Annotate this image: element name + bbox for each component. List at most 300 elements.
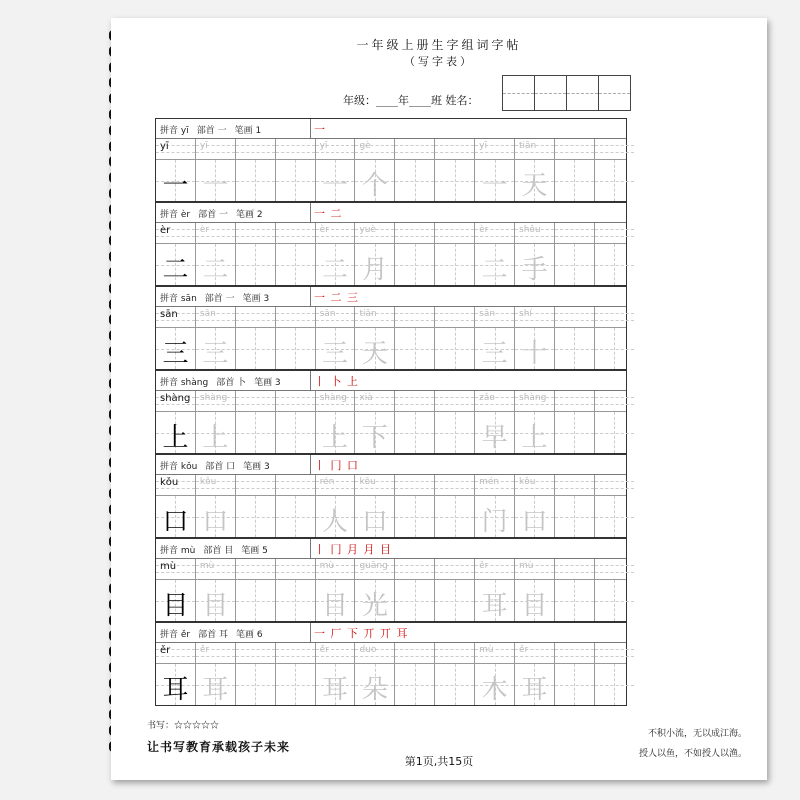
tian-grid-cell[interactable] <box>475 496 515 537</box>
hanzi-row <box>156 664 626 706</box>
tian-grid-cell[interactable] <box>316 580 356 621</box>
tian-grid-cell[interactable] <box>475 160 515 201</box>
pinyin-cell[interactable] <box>276 475 316 495</box>
stroke-order: 一 <box>314 123 326 136</box>
pinyin-cell[interactable] <box>595 223 634 243</box>
pinyin-text: sān <box>479 309 496 319</box>
char-header-row <box>156 370 626 391</box>
pinyin-cell[interactable] <box>156 391 196 411</box>
tian-grid-cell[interactable] <box>276 328 316 369</box>
pinyin-text: mù <box>479 645 494 655</box>
tian-grid-cell[interactable] <box>515 160 555 201</box>
pinyin-text: kǒu <box>519 477 536 487</box>
pinyin-text: shàng <box>519 393 547 403</box>
tian-grid-cell[interactable] <box>236 580 276 621</box>
hanzi-text: 目 <box>322 591 349 621</box>
tian-grid-cell[interactable] <box>595 496 634 537</box>
pinyin-cell[interactable] <box>316 643 356 663</box>
tian-grid-cell[interactable] <box>435 496 475 537</box>
tian-grid-cell[interactable] <box>435 328 475 369</box>
tian-grid-cell[interactable] <box>555 160 595 201</box>
hanzi-text: 天 <box>361 339 388 369</box>
pinyin-text: shàng <box>199 393 228 403</box>
hanzi-text: 耳 <box>322 675 349 705</box>
tian-grid-cell[interactable] <box>355 244 395 285</box>
stroke-count-label: 笔画 3 <box>242 294 270 304</box>
stroke-order: 丨 冂 月 月 目 <box>314 543 392 556</box>
pinyin-cell[interactable] <box>395 643 435 663</box>
tian-grid-cell[interactable] <box>595 664 634 705</box>
char-header-row <box>156 622 626 643</box>
pinyin-cell[interactable] <box>555 391 595 411</box>
tian-grid-cell[interactable] <box>276 160 316 201</box>
tian-grid-cell[interactable] <box>276 496 316 537</box>
pinyin-cell[interactable] <box>515 559 555 579</box>
tian-grid-cell[interactable] <box>236 412 276 453</box>
pinyin-cell[interactable] <box>355 139 395 159</box>
pinyin-row <box>156 391 626 412</box>
tian-grid-cell[interactable] <box>236 244 276 285</box>
hanzi-text: 个 <box>361 171 388 201</box>
tian-grid-cell[interactable] <box>316 160 356 201</box>
pinyin-cell[interactable] <box>475 307 515 327</box>
tian-grid-cell[interactable] <box>595 160 634 201</box>
char-info <box>160 207 271 220</box>
radical-label: 部首 卜 <box>216 378 247 388</box>
pinyin-label: 拼音 èr <box>160 210 191 220</box>
char-info <box>160 543 276 556</box>
hanzi-text: 目 <box>521 591 548 621</box>
tian-grid-cell[interactable] <box>395 496 435 537</box>
pinyin-cell[interactable] <box>236 139 276 159</box>
tian-grid-cell[interactable] <box>475 244 515 285</box>
radical-label: 部首 一 <box>196 126 227 136</box>
hanzi-text: 上 <box>162 423 189 453</box>
hanzi-text: 人 <box>322 507 349 537</box>
tian-grid-cell[interactable] <box>276 664 316 705</box>
pinyin-cell[interactable] <box>236 391 276 411</box>
pinyin-cell[interactable] <box>196 223 236 243</box>
pinyin-cell[interactable] <box>555 475 595 495</box>
pinyin-cell[interactable] <box>276 139 316 159</box>
pinyin-text: kǒu <box>359 477 376 487</box>
pinyin-cell[interactable] <box>515 307 555 327</box>
hanzi-text: 三 <box>481 339 508 369</box>
pinyin-text: gè <box>359 141 371 151</box>
name-box[interactable] <box>598 75 631 111</box>
tian-grid-cell[interactable] <box>276 412 316 453</box>
tian-grid-cell[interactable] <box>236 328 276 369</box>
pinyin-text: yuè <box>359 225 377 235</box>
pinyin-cell[interactable] <box>395 559 435 579</box>
tian-grid-cell[interactable] <box>595 328 634 369</box>
pinyin-cell[interactable] <box>595 559 634 579</box>
tian-grid-cell[interactable] <box>555 412 595 453</box>
tian-grid-cell[interactable] <box>276 244 316 285</box>
name-box[interactable] <box>534 75 567 111</box>
tian-grid-cell[interactable] <box>316 328 356 369</box>
tian-grid-cell[interactable] <box>475 580 515 621</box>
pinyin-text: mù <box>319 561 335 571</box>
stroke-order: 一 二 三 <box>314 291 359 304</box>
tian-grid-cell[interactable] <box>435 580 475 621</box>
tian-grid-cell[interactable] <box>156 412 196 453</box>
pinyin-cell[interactable] <box>515 391 555 411</box>
radical-label: 部首 耳 <box>198 630 228 640</box>
tian-grid-cell[interactable] <box>595 244 634 285</box>
char-info <box>160 123 269 136</box>
pinyin-cell[interactable] <box>515 139 555 159</box>
pinyin-cell[interactable] <box>196 391 236 411</box>
tian-grid-cell[interactable] <box>435 244 475 285</box>
stroke-count-label: 笔画 5 <box>241 546 268 556</box>
pinyin-text: sān <box>199 309 216 319</box>
pinyin-cell[interactable] <box>475 559 515 579</box>
char-header-row <box>156 454 626 475</box>
pinyin-cell[interactable] <box>435 391 475 411</box>
tian-grid-cell[interactable] <box>395 244 435 285</box>
pinyin-cell[interactable] <box>555 643 595 663</box>
tian-grid-cell[interactable] <box>196 328 236 369</box>
pinyin-text: ěr <box>519 645 529 655</box>
char-header-row <box>156 286 626 307</box>
pinyin-cell[interactable] <box>435 643 475 663</box>
hanzi-text: 口 <box>202 507 229 537</box>
tian-grid-cell[interactable] <box>555 328 595 369</box>
pinyin-text: tiān <box>359 309 377 319</box>
practice-table <box>155 118 627 706</box>
hanzi-text: 口 <box>521 507 548 537</box>
tian-grid-cell[interactable] <box>555 664 595 705</box>
pinyin-cell[interactable] <box>355 391 395 411</box>
pinyin-cell[interactable] <box>196 475 236 495</box>
tian-grid-cell[interactable] <box>395 664 435 705</box>
char-header-row <box>156 118 626 139</box>
pinyin-cell[interactable] <box>156 559 196 579</box>
pinyin-cell[interactable] <box>435 139 475 159</box>
pinyin-cell[interactable] <box>316 307 356 327</box>
tian-grid-cell[interactable] <box>196 496 236 537</box>
pinyin-cell[interactable] <box>355 475 395 495</box>
tian-grid-cell[interactable] <box>156 664 196 705</box>
pinyin-text: zǎo <box>479 393 495 403</box>
tian-grid-cell[interactable] <box>395 160 435 201</box>
pinyin-text: yī <box>199 141 208 151</box>
pinyin-cell[interactable] <box>475 643 515 663</box>
pinyin-cell[interactable] <box>355 559 395 579</box>
hanzi-text: 门 <box>481 507 508 537</box>
radical-label: 部首 一 <box>204 294 235 304</box>
pinyin-cell[interactable] <box>236 223 276 243</box>
stroke-count-label: 笔画 3 <box>243 462 270 472</box>
hanzi-text: 上 <box>521 423 548 453</box>
hanzi-text: 耳 <box>521 675 548 705</box>
tian-grid-cell[interactable] <box>236 160 276 201</box>
pinyin-cell[interactable] <box>395 223 435 243</box>
pinyin-cell[interactable] <box>395 139 435 159</box>
tian-grid-cell[interactable] <box>355 412 395 453</box>
hanzi-text: 一 <box>322 171 349 201</box>
tian-grid-cell[interactable] <box>196 244 236 285</box>
pinyin-cell[interactable] <box>236 475 276 495</box>
pinyin-text: kǒu <box>199 477 217 487</box>
pinyin-row <box>156 475 626 496</box>
pinyin-text: èr <box>160 225 171 236</box>
tian-grid-cell[interactable] <box>355 496 395 537</box>
tian-grid-cell[interactable] <box>395 412 435 453</box>
hanzi-text: 二 <box>481 255 508 285</box>
pinyin-cell[interactable] <box>156 223 196 243</box>
tian-grid-cell[interactable] <box>555 244 595 285</box>
hanzi-row <box>156 496 626 538</box>
tian-grid-cell[interactable] <box>236 496 276 537</box>
hanzi-text: 十 <box>521 339 548 369</box>
slogan: 让书写教育承载孩子未来 <box>147 740 291 754</box>
tian-grid-cell[interactable] <box>395 328 435 369</box>
tian-grid-cell[interactable] <box>196 160 236 201</box>
pinyin-cell[interactable] <box>276 307 316 327</box>
class-name-line: 年级：____年____班 姓名： <box>343 94 479 107</box>
tian-grid-cell[interactable] <box>316 496 356 537</box>
tian-grid-cell[interactable] <box>355 664 395 705</box>
stroke-order: 一 二 <box>314 207 343 220</box>
pinyin-text: èr <box>479 225 489 235</box>
radical-label: 部首 口 <box>205 462 236 472</box>
tian-grid-cell[interactable] <box>515 664 555 705</box>
pinyin-cell[interactable] <box>595 307 634 327</box>
pinyin-cell[interactable] <box>435 475 475 495</box>
pinyin-cell[interactable] <box>395 475 435 495</box>
pinyin-cell[interactable] <box>555 139 595 159</box>
hanzi-text: 口 <box>162 507 189 537</box>
pinyin-label: 拼音 sān <box>160 294 197 304</box>
page-number: 第1页,共15页 <box>404 755 474 768</box>
pinyin-text: yī <box>319 141 328 151</box>
pinyin-cell[interactable] <box>316 475 356 495</box>
hanzi-text: 二 <box>162 255 189 285</box>
hanzi-text: 二 <box>202 255 229 285</box>
pinyin-cell[interactable] <box>475 475 515 495</box>
hanzi-text: 天 <box>521 171 548 201</box>
tian-grid-cell[interactable] <box>515 580 555 621</box>
pinyin-cell[interactable] <box>435 307 475 327</box>
hanzi-text: 二 <box>322 255 349 285</box>
pinyin-cell[interactable] <box>355 223 395 243</box>
pinyin-text: shàng <box>319 393 347 403</box>
pinyin-cell[interactable] <box>316 391 356 411</box>
pinyin-cell[interactable] <box>515 475 555 495</box>
pinyin-cell[interactable] <box>595 139 634 159</box>
pinyin-cell[interactable] <box>236 559 276 579</box>
tian-grid-cell[interactable] <box>236 664 276 705</box>
pinyin-cell[interactable] <box>156 139 196 159</box>
pinyin-text: yī <box>160 141 169 152</box>
hanzi-text: 一 <box>162 171 189 201</box>
tian-grid-cell[interactable] <box>515 328 555 369</box>
page-subtitle: （写字表） <box>404 55 474 68</box>
stroke-count-label: 笔画 2 <box>235 210 263 220</box>
tian-grid-cell[interactable] <box>156 328 196 369</box>
tian-grid-cell[interactable] <box>355 160 395 201</box>
tian-grid-cell[interactable] <box>196 664 236 705</box>
hanzi-text: 三 <box>202 339 229 369</box>
pinyin-text: ěr <box>199 645 210 655</box>
pinyin-cell[interactable] <box>355 307 395 327</box>
tian-grid-cell[interactable] <box>555 580 595 621</box>
pinyin-row <box>156 307 626 328</box>
tian-grid-cell[interactable] <box>555 496 595 537</box>
pinyin-row <box>156 559 626 580</box>
radical-label: 部首 一 <box>198 210 228 220</box>
pinyin-text: xià <box>359 393 373 403</box>
hanzi-row <box>156 328 626 370</box>
hanzi-text: 朵 <box>361 675 388 705</box>
rating-stars: 书写：☆☆☆☆☆ <box>147 721 220 731</box>
tian-grid-cell[interactable] <box>156 244 196 285</box>
tian-grid-cell[interactable] <box>515 412 555 453</box>
tian-grid-cell[interactable] <box>435 664 475 705</box>
pinyin-cell[interactable] <box>236 307 276 327</box>
tian-grid-cell[interactable] <box>475 412 515 453</box>
pinyin-text: shí <box>519 309 532 319</box>
char-header-row <box>156 538 626 559</box>
tian-grid-cell[interactable] <box>316 412 356 453</box>
stroke-count-label: 笔画 6 <box>235 630 263 640</box>
pinyin-text: shàng <box>160 393 191 404</box>
pinyin-text: mù <box>519 561 534 571</box>
pinyin-row <box>156 223 626 244</box>
pinyin-cell[interactable] <box>355 643 395 663</box>
tian-grid-cell[interactable] <box>595 412 634 453</box>
tian-grid-cell[interactable] <box>515 244 555 285</box>
tian-grid-cell[interactable] <box>156 160 196 201</box>
pinyin-cell[interactable] <box>395 391 435 411</box>
name-box[interactable] <box>566 75 599 111</box>
pinyin-cell[interactable] <box>475 223 515 243</box>
stroke-count-label: 笔画 1 <box>234 126 262 136</box>
pinyin-label: 拼音 yī <box>160 126 189 136</box>
pinyin-cell[interactable] <box>236 643 276 663</box>
stroke-order: 丨 冂 口 <box>314 459 359 472</box>
tian-grid-cell[interactable] <box>515 496 555 537</box>
pinyin-cell[interactable] <box>156 307 196 327</box>
pinyin-cell[interactable] <box>395 307 435 327</box>
hanzi-text: 月 <box>361 255 388 285</box>
pinyin-cell[interactable] <box>555 307 595 327</box>
pinyin-cell[interactable] <box>316 139 356 159</box>
pinyin-text: guāng <box>359 561 388 571</box>
pinyin-cell[interactable] <box>156 475 196 495</box>
pinyin-cell[interactable] <box>475 391 515 411</box>
tian-grid-cell[interactable] <box>276 580 316 621</box>
hanzi-text: 一 <box>481 171 508 201</box>
pinyin-cell[interactable] <box>196 559 236 579</box>
pinyin-cell[interactable] <box>595 475 634 495</box>
pinyin-text: kǒu <box>160 477 179 488</box>
hanzi-text: 上 <box>202 423 229 453</box>
pinyin-cell[interactable] <box>316 559 356 579</box>
tian-grid-cell[interactable] <box>316 664 356 705</box>
hanzi-text: 光 <box>361 591 388 621</box>
stroke-order: 丨 卜 上 <box>314 375 359 388</box>
pinyin-cell[interactable] <box>196 643 236 663</box>
hanzi-text: 一 <box>202 171 229 201</box>
radical-label: 部首 目 <box>203 546 234 556</box>
pinyin-text: rén <box>319 477 335 487</box>
pinyin-cell[interactable] <box>276 559 316 579</box>
pinyin-cell[interactable] <box>156 643 196 663</box>
tian-grid-cell[interactable] <box>435 160 475 201</box>
pinyin-text: mén <box>479 477 500 487</box>
pinyin-cell[interactable] <box>515 643 555 663</box>
pinyin-cell[interactable] <box>555 223 595 243</box>
pinyin-cell[interactable] <box>595 391 634 411</box>
tian-grid-cell[interactable] <box>156 580 196 621</box>
tian-grid-cell[interactable] <box>475 664 515 705</box>
pinyin-cell[interactable] <box>435 223 475 243</box>
pinyin-cell[interactable] <box>435 559 475 579</box>
pinyin-cell[interactable] <box>555 559 595 579</box>
pinyin-cell[interactable] <box>595 643 634 663</box>
hanzi-text: 三 <box>322 339 349 369</box>
char-header-row <box>156 202 626 223</box>
tian-grid-cell[interactable] <box>156 496 196 537</box>
pinyin-cell[interactable] <box>475 139 515 159</box>
tian-grid-cell[interactable] <box>395 580 435 621</box>
worksheet-page <box>111 18 767 780</box>
tian-grid-cell[interactable] <box>595 580 634 621</box>
pinyin-label: 拼音 shàng <box>160 378 209 388</box>
hanzi-text: 木 <box>481 675 508 705</box>
pinyin-text: ěr <box>319 645 329 655</box>
pinyin-row <box>156 139 626 160</box>
hanzi-row <box>156 160 626 202</box>
tian-grid-cell[interactable] <box>196 412 236 453</box>
hanzi-text: 下 <box>361 423 388 453</box>
page-title: 一年级上册生字组词字帖 <box>356 38 522 52</box>
tian-grid-cell[interactable] <box>316 244 356 285</box>
char-info <box>160 459 278 472</box>
tian-grid-cell[interactable] <box>196 580 236 621</box>
hanzi-text: 上 <box>322 423 349 453</box>
pinyin-label: 拼音 kǒu <box>160 462 198 472</box>
pinyin-cell[interactable] <box>276 223 316 243</box>
name-boxes[interactable] <box>503 75 631 111</box>
tian-grid-cell[interactable] <box>435 412 475 453</box>
pinyin-label: 拼音 ěr <box>160 630 191 640</box>
name-box[interactable] <box>502 75 535 111</box>
tian-grid-cell[interactable] <box>355 328 395 369</box>
pinyin-cell[interactable] <box>196 139 236 159</box>
pinyin-text: duo <box>359 645 377 655</box>
hanzi-text: 三 <box>162 339 189 369</box>
pinyin-cell[interactable] <box>316 223 356 243</box>
tian-grid-cell[interactable] <box>475 328 515 369</box>
pinyin-cell[interactable] <box>276 643 316 663</box>
pinyin-cell[interactable] <box>515 223 555 243</box>
hanzi-text: 口 <box>361 507 388 537</box>
pinyin-text: ěr <box>160 645 171 656</box>
pinyin-label: 拼音 mù <box>160 546 196 556</box>
pinyin-text: mù <box>199 561 215 571</box>
pinyin-cell[interactable] <box>276 391 316 411</box>
tian-grid-cell[interactable] <box>355 580 395 621</box>
pinyin-text: mù <box>160 561 177 572</box>
pinyin-text: tiān <box>519 141 537 151</box>
pinyin-cell[interactable] <box>196 307 236 327</box>
hanzi-text: 早 <box>481 423 508 453</box>
char-info <box>160 627 271 640</box>
